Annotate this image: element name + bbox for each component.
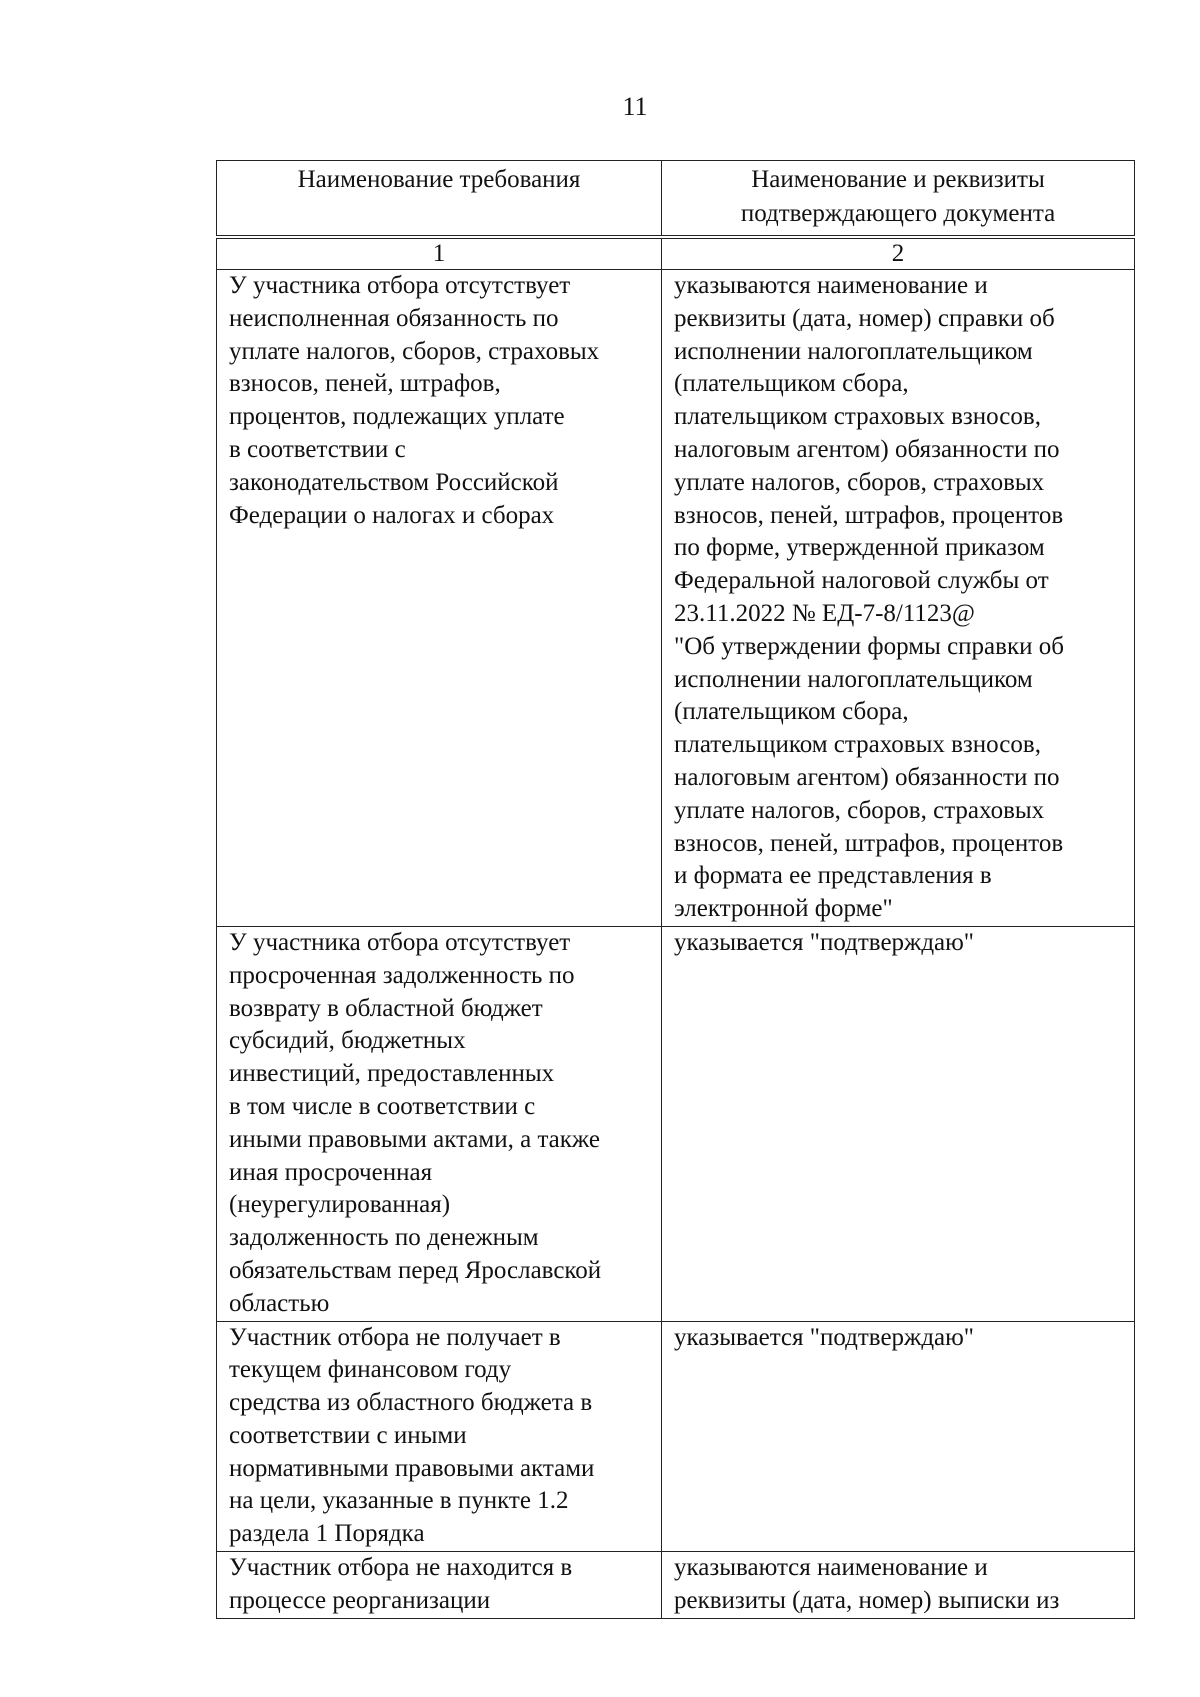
- requirement-cell: У участника отбора отсутствует неисполненная обязанность по уплате налогов, сборов, страховых взносов, пеней, штрафов, процентов, подлежащих уплате в соответствии с законодательством Российской Федерации о налогах и сборах: [217, 270, 662, 927]
- table-row: [217, 926, 1135, 1321]
- requirement-cell: У участника отбора отсутствует просроченная задолженность по возврату в областной бюджет субсидий, бюджетных инвестиций, предоставленных в том числе в соответствии с иными правовыми актами, а также иная просроченная (неурегулированная) задолженность по денежным обязательствам перед Ярославской областью: [217, 926, 662, 1321]
- table-header-row: [217, 161, 1135, 238]
- header-requirement-name: Наименование требования: [217, 161, 662, 238]
- column-number-2: 2: [662, 237, 1135, 270]
- column-number-1: 1: [217, 237, 662, 270]
- document-cell: указывается "подтверждаю": [662, 1321, 1135, 1552]
- document-cell: указываются наименование и реквизиты (дата, номер) выписки из: [662, 1552, 1135, 1619]
- document-cell: указываются наименование и реквизиты (дата, номер) справки об исполнении налогоплательщиком (плательщиком сбора, плательщиком страховых взносов, налоговым агентом) обязанности по уплате налогов, сборов, страховых взносов, пеней, штрафов, процентов по форме, утвержденной приказом Федеральной налоговой службы от 23.11.2022 № ЕД-7-8/1123@ "Об утверждении формы справки об исполнении налогоплательщиком (плательщиком сбора, плательщиком страховых взносов, налоговым агентом) обязанности по уплате налогов, сборов, страховых взносов, пеней, штрафов, процентов и формата ее представления в электронной форме": [662, 270, 1135, 927]
- requirements-table: [216, 160, 1135, 1619]
- table-row: [217, 270, 1135, 927]
- table-row: [217, 1552, 1135, 1619]
- column-number-row: [217, 237, 1135, 270]
- page-number: 11: [622, 92, 648, 121]
- document-cell: указывается "подтверждаю": [662, 926, 1135, 1321]
- requirement-cell: Участник отбора не находится в процессе реорганизации: [217, 1552, 662, 1619]
- table-row: [217, 1321, 1135, 1552]
- requirement-cell: Участник отбора не получает в текущем финансовом году средства из областного бюджета в соответствии с иными нормативными правовыми актами на цели, указанные в пункте 1.2 раздела 1 Порядка: [217, 1321, 662, 1552]
- header-document-name: Наименование и реквизиты подтверждающего документа: [662, 161, 1135, 238]
